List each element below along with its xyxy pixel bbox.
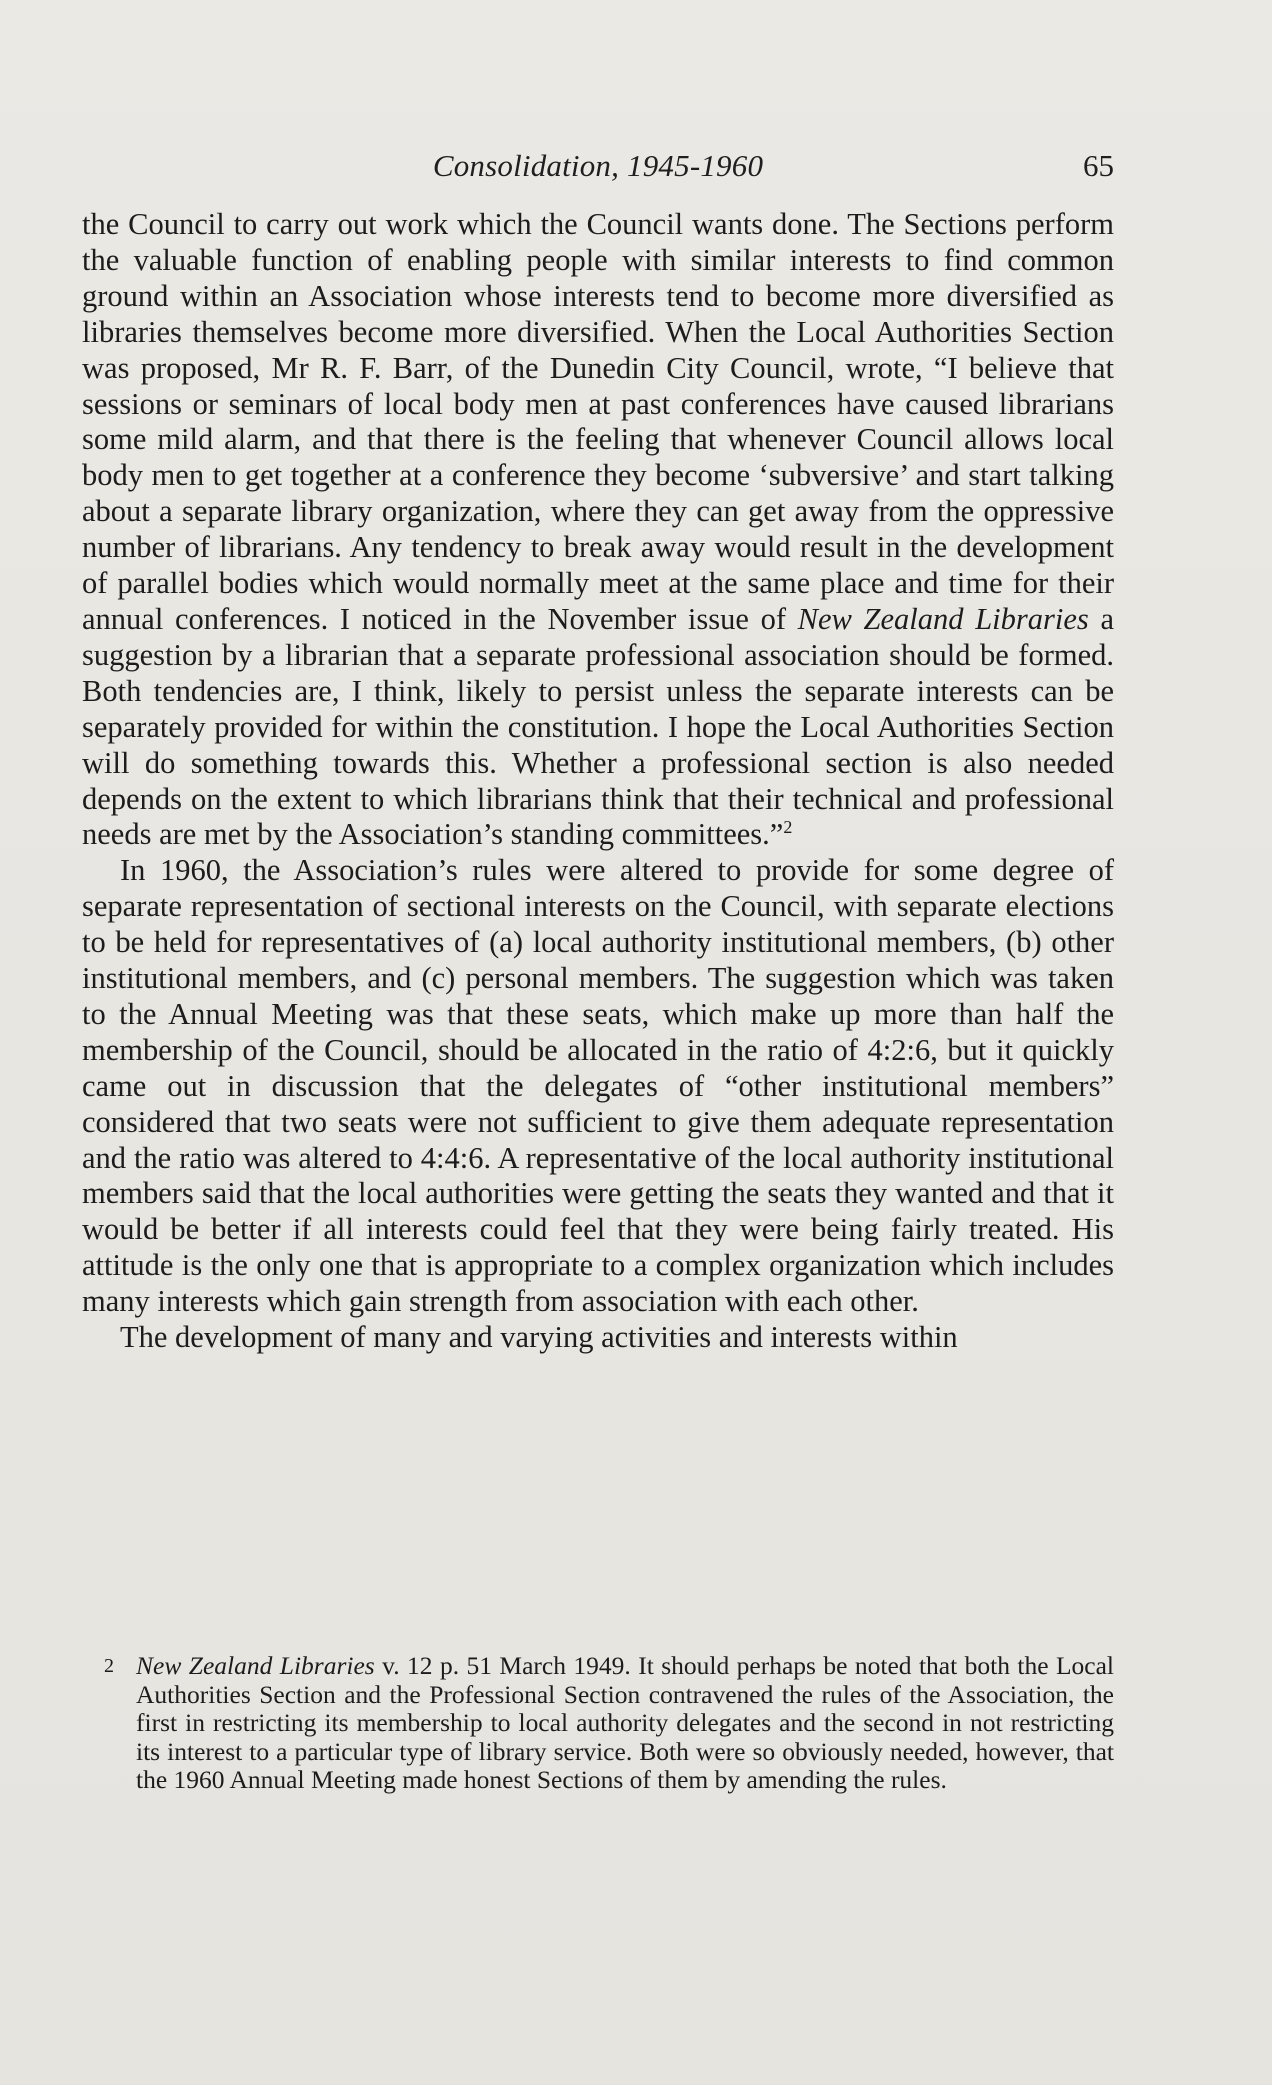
- paragraph-1: [82, 207, 1114, 853]
- footnote-journal-title: New Zealand Libraries: [136, 1651, 375, 1680]
- paragraph-3: The development of many and varying activities and interests within: [120, 1320, 958, 1355]
- footnote-text: v. 12 p. 51 March 1949. It should perhaps be noted that both the Local Authorities Section and the Professional Section contravened the rules of the Association, the first in restricting its membership to local authority delegates and the second in not restricting its interest to a particular type of library service. Both were so obviously needed, however, that the 1960 Annual Meeting made honest Sections of them by amending the rules.: [136, 1651, 1114, 1795]
- journal-title: New Zealand Libraries: [797, 601, 1089, 636]
- page-header: [82, 148, 1114, 190]
- page-number: 65: [1083, 148, 1114, 183]
- paragraph-1-text-a: the Council to carry out work which the Council wants done. The Sections perform the valuable function of enabling people with similar interests to find common ground within an Association whose interests tend to become more diversified as libraries themselves become more diversified. When the Local Authorities Section was proposed, Mr R. F. Barr, of the Dunedin City Council, wrote, “I believe that sessions or seminars of local body men at past conferences have caused librarians some mild alarm, and that there is the feeling that whenever Council allows local body men to get together at a conference they become ‘subversive’ and start talking about a separate library organization, where they can get away from the oppressive number of librarians. Any tendency to break away would result in the development of parallel bodies which would normally meet at the same place and time for their annual conferences. I noticed in the November issue of: [82, 207, 1114, 636]
- footnote-mark: 2: [104, 1655, 114, 1677]
- body-text: [82, 207, 1114, 1356]
- paragraph-2: In 1960, the Association’s rules were altered to provide for some degree of separate representation of sectional interests on the Council, with separate elections to be held for representatives of (a) local authority institutional members, (b) other institutional members, and (c) personal members. The suggestion which was taken to the Annual Meeting was that these seats, which make up more than half the membership of the Council, should be allocated in the ratio of 4:2:6, but it quickly came out in discussion that the delegates of “other institutional members” considered that two seats were not sufficient to give them adequate representation and the ratio was altered to 4:4:6. A representative of the local authority institutional members said that the local authorities were getting the seats they wanted and that it would be better if all interests could feel that they were being fairly treated. His attitude is the only one that is appropriate to a complex organization which includes many interests which gain strength from association with each other.: [82, 853, 1114, 1319]
- footnotes: [82, 1652, 1114, 1795]
- paragraph-1-text-b: a suggestion by a librarian that a separate professional association should be formed. Both tendencies are, I think, likely to persist unless the separate interests can be separately provided for within the constitution. I hope the Local Authorities Section will do something towards this. Whether a professional section is also needed depends on the extent to which librarians think that their technical and professional needs are met by the Association’s standing committees.”: [82, 601, 1114, 852]
- footnote: [82, 1652, 1114, 1795]
- footnote-reference: 2: [783, 817, 793, 838]
- running-title: Consolidation, 1945-1960: [432, 148, 764, 183]
